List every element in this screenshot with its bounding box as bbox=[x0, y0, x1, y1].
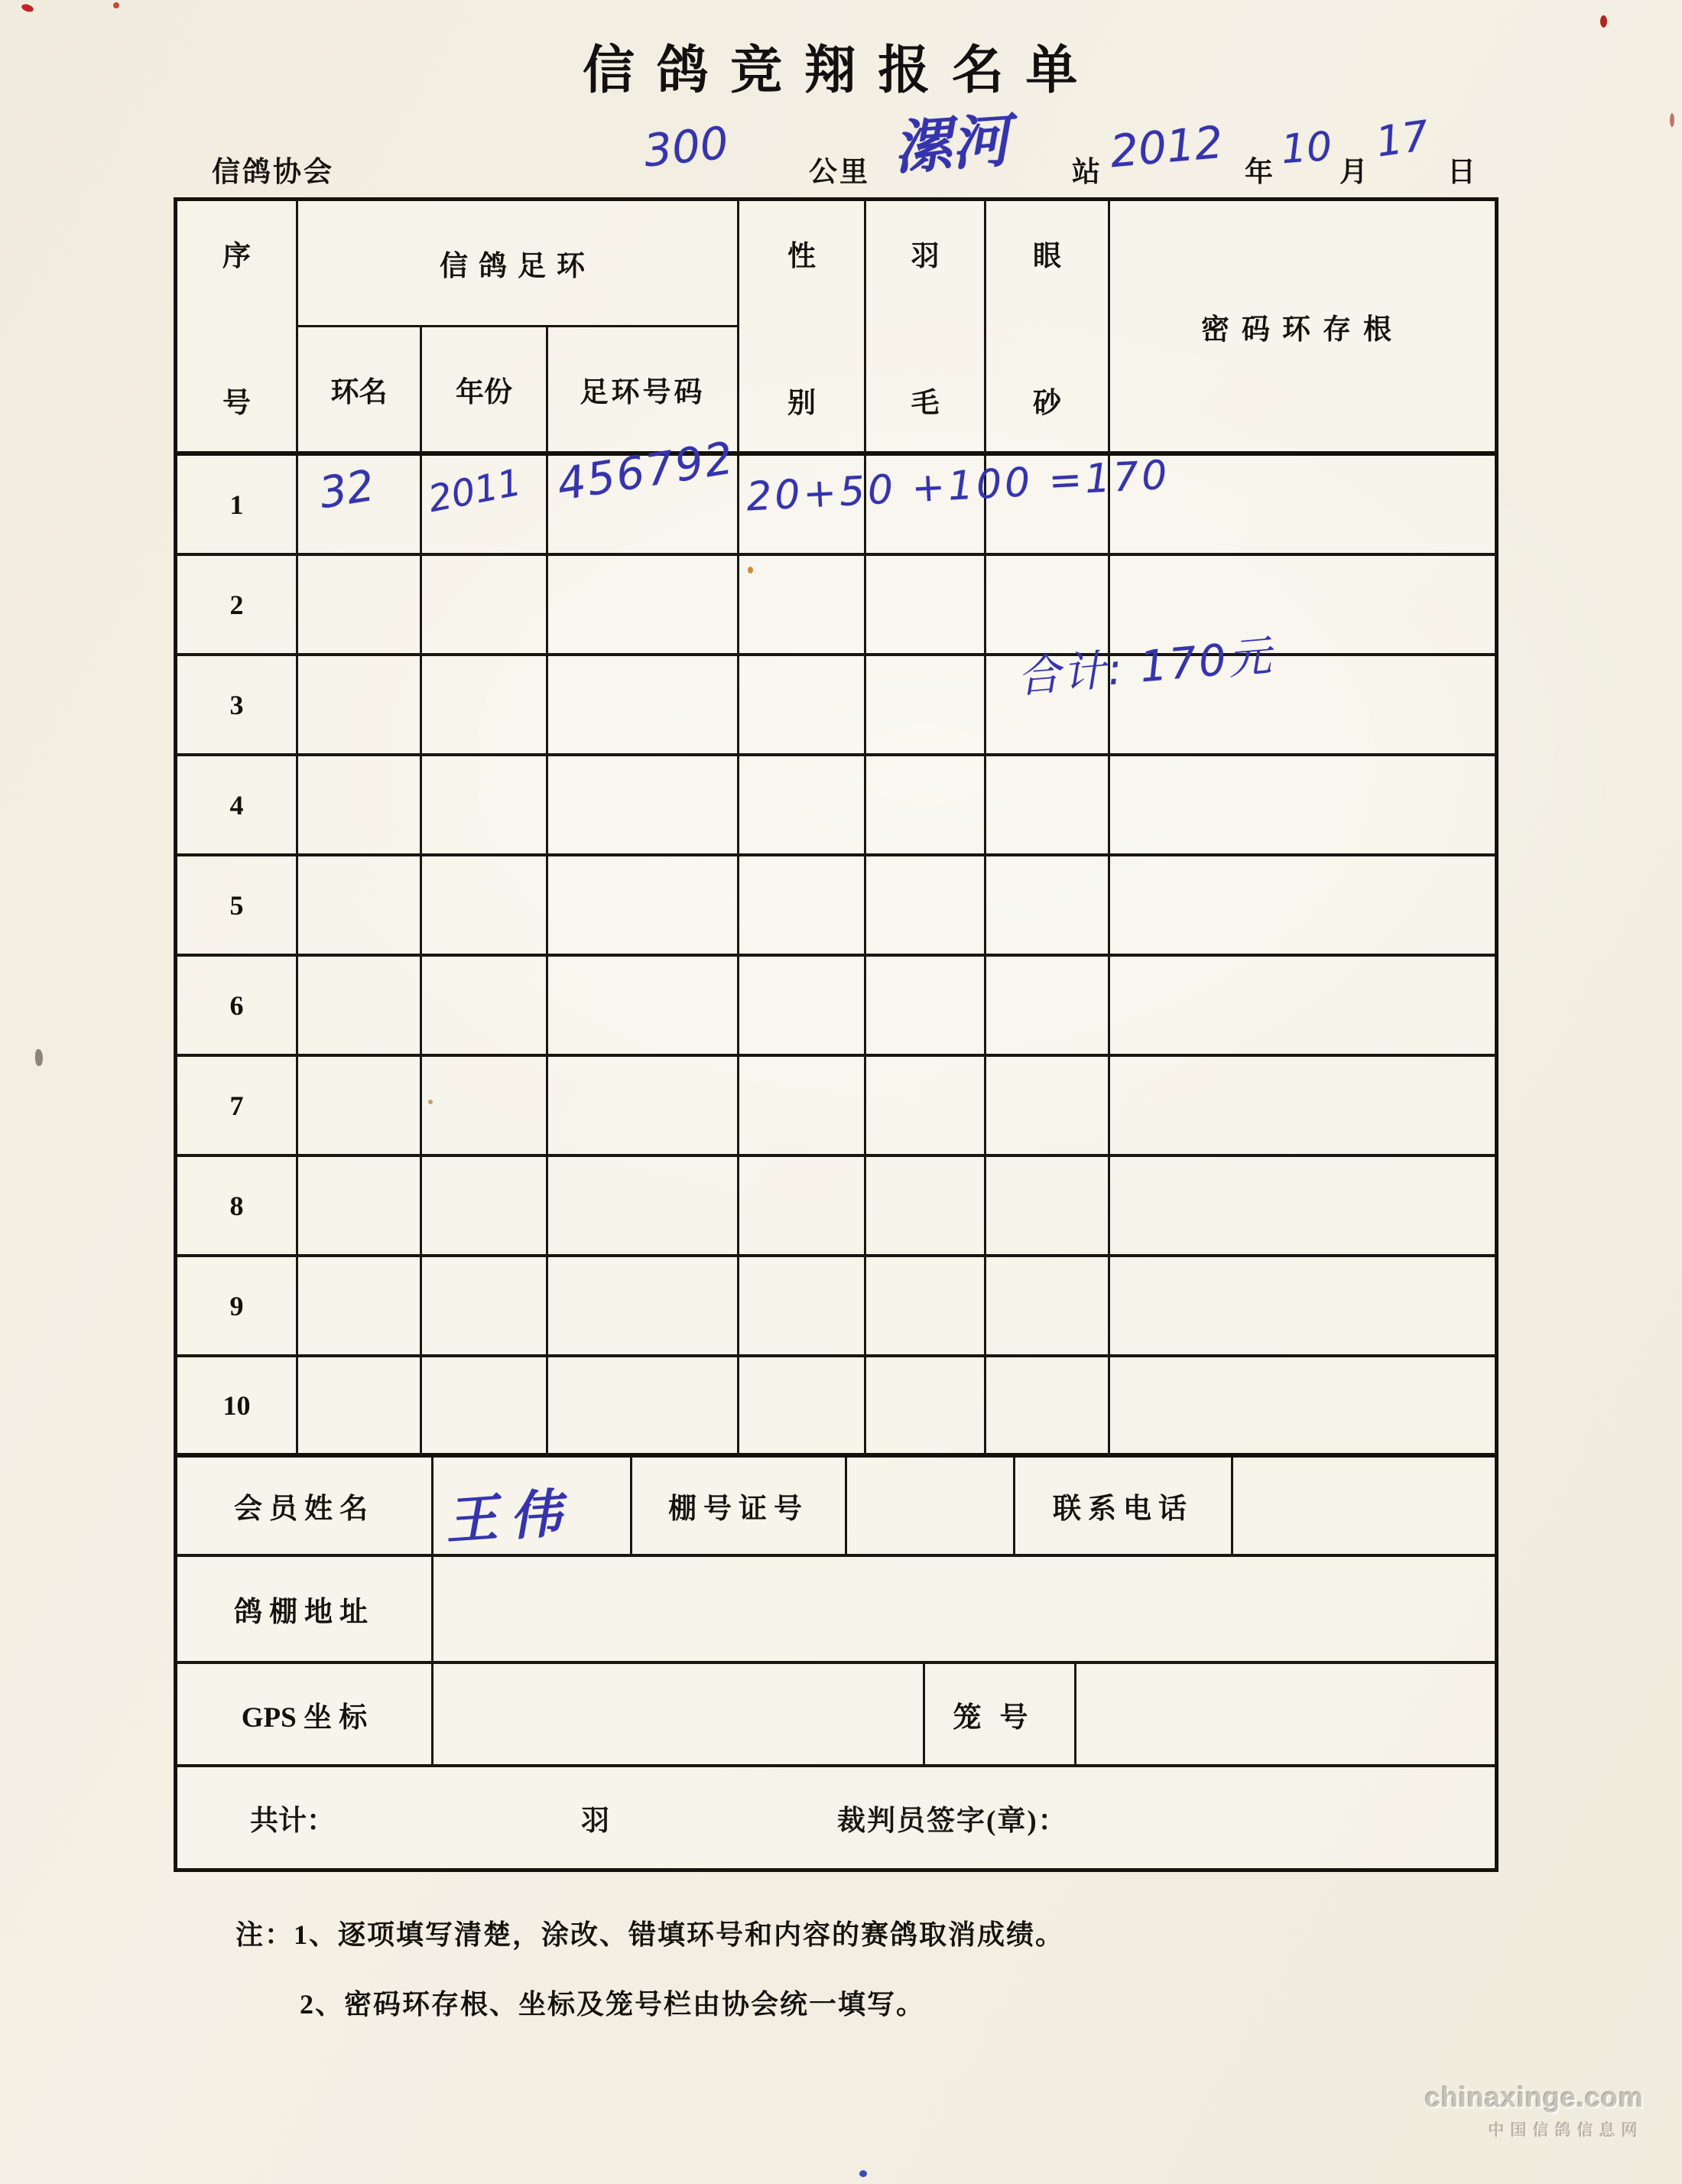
scan-speckle bbox=[35, 1049, 43, 1066]
feather-cell bbox=[866, 957, 986, 1057]
sex-cell bbox=[739, 456, 866, 556]
ring-name-cell bbox=[298, 456, 422, 556]
sex-cell bbox=[739, 556, 866, 656]
coop-cert-value-cell bbox=[847, 1458, 1015, 1557]
column-header-serial-char1: 序 bbox=[222, 240, 251, 272]
member-name-value-cell bbox=[433, 1458, 632, 1557]
year-label: 年 bbox=[1245, 157, 1275, 188]
form-notes bbox=[235, 1913, 1064, 2022]
year-cell bbox=[422, 1357, 548, 1458]
serial-cell: 4 bbox=[177, 756, 298, 856]
coop-cert-label: 棚号证号 bbox=[632, 1458, 847, 1557]
code-stub-cell bbox=[1110, 656, 1495, 756]
cage-value-cell bbox=[1076, 1664, 1495, 1767]
ring-name-cell bbox=[298, 957, 422, 1057]
eye-cell bbox=[986, 856, 1110, 957]
year-cell bbox=[422, 656, 548, 756]
ring-number-cell bbox=[548, 656, 739, 756]
serial-cell: 6 bbox=[177, 957, 298, 1057]
ring-number-cell bbox=[548, 1357, 739, 1458]
scan-speckle bbox=[1600, 15, 1607, 28]
handwritten-member-name: 王伟 bbox=[443, 1483, 576, 1552]
year-cell bbox=[422, 856, 548, 957]
table-row bbox=[177, 856, 1495, 957]
handwritten-station: 漯河 bbox=[891, 106, 1012, 183]
table-row bbox=[177, 1057, 1495, 1157]
member-row bbox=[177, 1458, 1495, 1557]
code-stub-cell bbox=[1110, 957, 1495, 1057]
table-row bbox=[177, 556, 1495, 656]
total-row bbox=[177, 1767, 1495, 1868]
feather-cell bbox=[866, 456, 986, 556]
code-stub-cell bbox=[1110, 556, 1495, 656]
column-header-serial-char2: 号 bbox=[222, 387, 251, 419]
month-label: 月 bbox=[1339, 157, 1370, 188]
ring-name-cell bbox=[298, 1157, 422, 1257]
handwritten-ring-year: 2011 bbox=[424, 460, 525, 522]
table-row bbox=[177, 1157, 1495, 1257]
association-label: 信鸽协会 bbox=[212, 157, 334, 188]
handwritten-distance: 300 bbox=[641, 116, 731, 177]
gps-row bbox=[177, 1664, 1495, 1767]
ring-name-cell bbox=[298, 656, 422, 756]
ring-name-cell bbox=[298, 556, 422, 656]
column-header-sex-char2: 别 bbox=[787, 387, 816, 419]
ring-number-cell bbox=[548, 456, 739, 556]
cage-label: 笼号 bbox=[925, 1664, 1076, 1767]
member-name-label: 会员姓名 bbox=[177, 1458, 433, 1557]
table-row bbox=[177, 957, 1495, 1057]
sex-cell bbox=[739, 1257, 866, 1357]
registration-table bbox=[174, 197, 1499, 1872]
ring-name-cell bbox=[298, 856, 422, 957]
handwritten-ring-number: 456792 bbox=[554, 431, 739, 511]
serial-cell: 7 bbox=[177, 1057, 298, 1157]
year-cell bbox=[422, 756, 548, 856]
gps-label: GPS 坐 标 bbox=[177, 1664, 433, 1767]
table-row bbox=[177, 1357, 1495, 1458]
sex-cell bbox=[739, 1157, 866, 1257]
ring-name-cell bbox=[298, 756, 422, 856]
scan-speckle bbox=[113, 2, 119, 8]
serial-cell: 10 bbox=[177, 1357, 298, 1458]
serial-cell: 2 bbox=[177, 556, 298, 656]
eye-cell bbox=[986, 1057, 1110, 1157]
ring-number-cell bbox=[548, 556, 739, 656]
year-cell bbox=[422, 1057, 548, 1157]
distance-unit-label: 公里 bbox=[809, 157, 870, 188]
column-header-ring-name: 环名 bbox=[298, 327, 422, 456]
code-stub-cell bbox=[1110, 1257, 1495, 1357]
handwritten-ring-name: 32 bbox=[316, 460, 378, 519]
address-label: 鸽棚地址 bbox=[177, 1557, 433, 1664]
eye-cell bbox=[986, 656, 1110, 756]
serial-cell: 9 bbox=[177, 1257, 298, 1357]
eye-cell bbox=[986, 456, 1110, 556]
column-header-sex-char1: 性 bbox=[787, 240, 816, 272]
sex-cell bbox=[739, 656, 866, 756]
phone-value-cell bbox=[1233, 1458, 1495, 1557]
column-header-ring-number: 足环号码 bbox=[548, 327, 739, 456]
total-label: 共计： bbox=[250, 1805, 335, 1837]
sex-cell bbox=[739, 957, 866, 1057]
handwritten-fee-calculation: 20+50 +100 =170 bbox=[745, 452, 1171, 521]
feather-cell bbox=[866, 1057, 986, 1157]
ring-name-cell bbox=[298, 1357, 422, 1458]
gps-value-cell bbox=[433, 1664, 925, 1767]
eye-cell bbox=[986, 1257, 1110, 1357]
feather-cell bbox=[866, 1357, 986, 1458]
feather-cell bbox=[866, 656, 986, 756]
scan-speckle bbox=[21, 3, 34, 14]
code-stub-cell bbox=[1110, 1157, 1495, 1257]
code-stub-cell bbox=[1110, 856, 1495, 957]
handwritten-day: 17 bbox=[1372, 111, 1432, 167]
note-line-1: 注：1、逐项填写清楚，涂改、错填环号和内容的赛鸽取消成绩。 bbox=[235, 1919, 1065, 1950]
column-header-ring-group: 信鸽足环 bbox=[298, 201, 739, 327]
ring-number-cell bbox=[548, 1157, 739, 1257]
year-cell bbox=[422, 957, 548, 1057]
table-header bbox=[177, 201, 1495, 456]
year-cell bbox=[422, 1257, 548, 1357]
column-header-eye-char2: 砂 bbox=[1033, 387, 1061, 419]
eye-cell bbox=[986, 756, 1110, 856]
serial-cell: 5 bbox=[177, 856, 298, 957]
ring-number-cell bbox=[548, 1057, 739, 1157]
handwritten-month: 10 bbox=[1279, 123, 1334, 174]
year-cell bbox=[422, 1157, 548, 1257]
phone-label: 联系电话 bbox=[1015, 1458, 1233, 1557]
form-title: 信鸽竞翔报名单 bbox=[583, 41, 1099, 99]
scan-speckle bbox=[859, 2170, 867, 2177]
feather-cell bbox=[866, 756, 986, 856]
sex-cell bbox=[739, 756, 866, 856]
table-body bbox=[177, 456, 1495, 1458]
feather-cell bbox=[866, 1257, 986, 1357]
feather-cell bbox=[866, 856, 986, 957]
watermark-domain: chinaxinge.com bbox=[1424, 2082, 1644, 2113]
station-label: 站 bbox=[1072, 157, 1102, 188]
day-label: 日 bbox=[1447, 157, 1478, 188]
code-stub-cell bbox=[1110, 456, 1495, 556]
year-cell bbox=[422, 556, 548, 656]
table-row bbox=[177, 1257, 1495, 1357]
table-row bbox=[177, 756, 1495, 856]
ring-number-cell bbox=[548, 756, 739, 856]
serial-cell: 8 bbox=[177, 1157, 298, 1257]
address-row bbox=[177, 1557, 1495, 1664]
column-header-serial bbox=[177, 201, 298, 456]
table-row bbox=[177, 456, 1495, 556]
ring-name-cell bbox=[298, 1257, 422, 1357]
scan-speckle bbox=[1670, 113, 1674, 127]
serial-cell: 1 bbox=[177, 456, 298, 556]
feather-cell bbox=[866, 1157, 986, 1257]
total-unit-label: 羽 bbox=[581, 1805, 609, 1837]
watermark bbox=[1407, 2082, 1644, 2141]
column-header-feather-char1: 羽 bbox=[911, 240, 940, 272]
code-stub-cell bbox=[1110, 756, 1495, 856]
sex-cell bbox=[739, 856, 866, 957]
eye-cell bbox=[986, 556, 1110, 656]
column-header-year: 年份 bbox=[422, 327, 548, 456]
watermark-site-name: 中国信鸽信息网 bbox=[1489, 2122, 1644, 2140]
handwritten-total-annotation: 合计: 170元 bbox=[1015, 631, 1276, 704]
ring-name-cell bbox=[298, 1057, 422, 1157]
feather-cell bbox=[866, 556, 986, 656]
sex-cell bbox=[739, 1057, 866, 1157]
column-header-feather bbox=[866, 201, 986, 456]
serial-cell: 3 bbox=[177, 656, 298, 756]
table-row bbox=[177, 656, 1495, 756]
sex-cell bbox=[739, 1357, 866, 1458]
code-stub-cell bbox=[1110, 1057, 1495, 1157]
note-line-2: 2、密码环存根、坐标及笼号栏由协会统一填写。 bbox=[300, 1989, 926, 2020]
address-value-cell bbox=[433, 1557, 1495, 1664]
column-header-feather-char2: 毛 bbox=[911, 387, 940, 419]
code-stub-cell bbox=[1110, 1357, 1495, 1458]
column-header-eye bbox=[986, 201, 1110, 456]
ring-number-cell bbox=[548, 1257, 739, 1357]
column-header-code-stub: 密码环存根 bbox=[1110, 201, 1495, 456]
referee-signature-label: 裁判员签字(章)： bbox=[837, 1805, 1068, 1837]
column-header-sex bbox=[739, 201, 866, 456]
eye-cell bbox=[986, 957, 1110, 1057]
column-header-eye-char1: 眼 bbox=[1033, 240, 1061, 272]
eye-cell bbox=[986, 1357, 1110, 1458]
handwritten-year: 2012 bbox=[1108, 115, 1226, 178]
year-cell bbox=[422, 456, 548, 556]
eye-cell bbox=[986, 1157, 1110, 1257]
ring-number-cell bbox=[548, 856, 739, 957]
ring-number-cell bbox=[548, 957, 739, 1057]
